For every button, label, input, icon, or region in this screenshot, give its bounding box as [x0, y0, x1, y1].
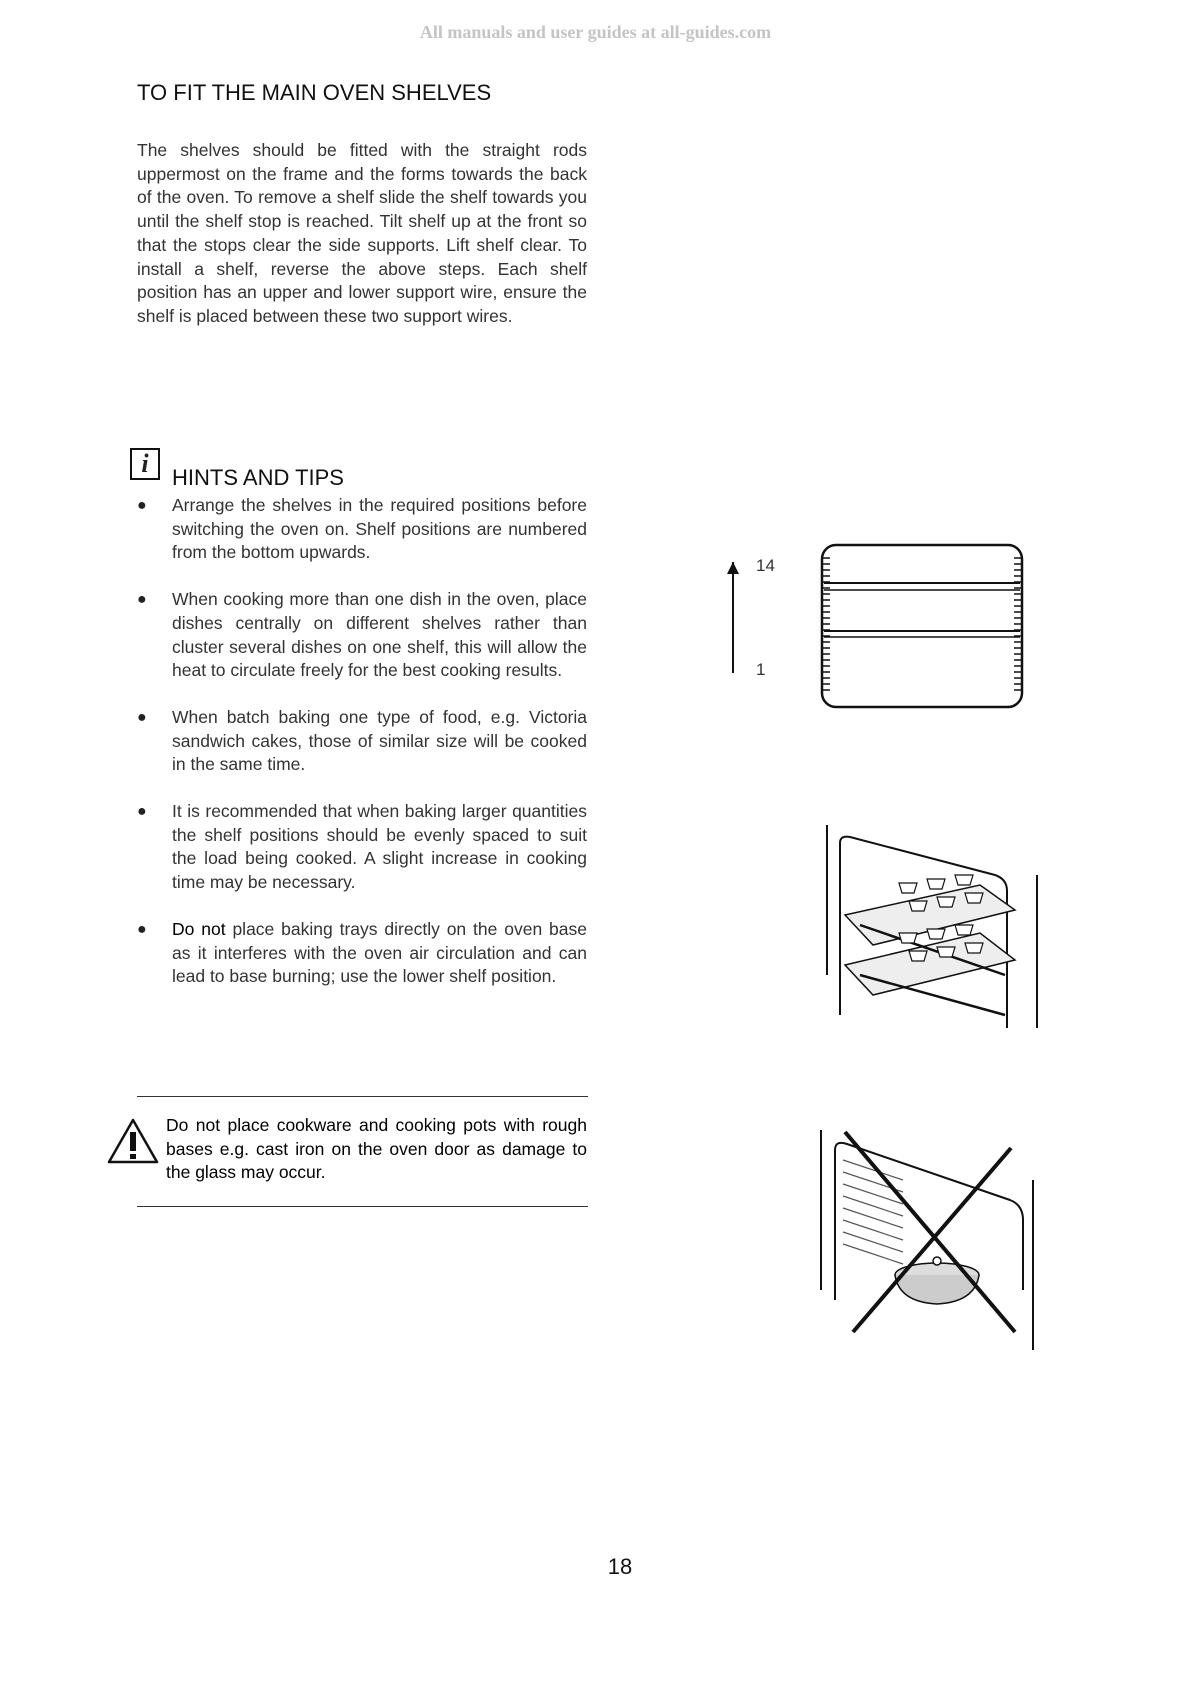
section-title-hints: HINTS AND TIPS — [172, 465, 344, 490]
up-arrow-icon — [727, 562, 739, 574]
tip-text: place baking trays directly on the oven base as it interferes with the oven air circulation and can lead to base burning; use the lower shelf position. — [172, 918, 588, 987]
list-item — [137, 918, 587, 989]
tip-text: When batch baking one type of food, e.g. Victoria sandwich cakes, those of similar size will be cooked in the same time. — [172, 706, 587, 775]
tip-text: It is recommended that when baking larger quantities the shelf positions should be evenly spaced to suit the load being cooked. A slight increase in cooking time may be necessary. — [172, 801, 587, 893]
watermark: All manuals and user guides at all-guides.com — [419, 22, 772, 42]
tip-text: When cooking more than one dish in the oven, place dishes centrally on different shelves rather than cluster several dishes on one shelf, this will allow the heat to circulate freely for the best cooking results. — [172, 589, 587, 681]
cookware-on-door-crossed-illustration — [815, 1120, 1135, 1360]
baking-trays-illustration — [815, 815, 1135, 1035]
bullet-icon: ● — [137, 708, 147, 726]
divider-bottom — [137, 1206, 588, 1207]
list-item — [137, 706, 587, 777]
bullet-icon: ● — [137, 497, 147, 514]
section-title-fit-shelves: TO FIT THE MAIN OVEN SHELVES — [137, 80, 492, 105]
bullet-icon: ● — [137, 803, 147, 821]
bullet-icon: ● — [137, 920, 147, 938]
info-icon: i — [130, 448, 160, 480]
list-item — [137, 588, 587, 683]
fit-shelves-paragraph: The shelves should be fitted with the straight rods uppermost on the frame and the forms towards the back of the oven. To remove a shelf slide the shelf towards you until the shelf stop is reached. Tilt shelf up at the front so that the stops clear the side supports. Lift shelf clear. To install a shelf, reverse the above steps. Each shelf position has an upper and lower support wire, ensure the shelf is placed between these two support wires. — [137, 140, 587, 326]
tip-lead: Do not — [172, 918, 226, 939]
bullet-icon: ● — [137, 591, 147, 609]
shelf-position-bottom-label: 1 — [756, 660, 766, 679]
warning-text: Do not place cookware and cooking pots with rough bases e.g. cast iron on the oven door as damage to the glass may occur. — [166, 1115, 587, 1183]
tip-text: Arrange the shelves in the required positions before switching the oven on. Shelf positions are numbered from the bottom upwards. — [172, 495, 587, 563]
page-number: 18 — [607, 1554, 633, 1579]
warning-triangle-icon — [107, 1118, 159, 1164]
list-item — [137, 494, 587, 565]
list-item — [137, 800, 587, 895]
shelf-position-top-label: 14 — [756, 556, 775, 575]
hints-list — [137, 494, 587, 1012]
divider-top — [137, 1096, 588, 1097]
